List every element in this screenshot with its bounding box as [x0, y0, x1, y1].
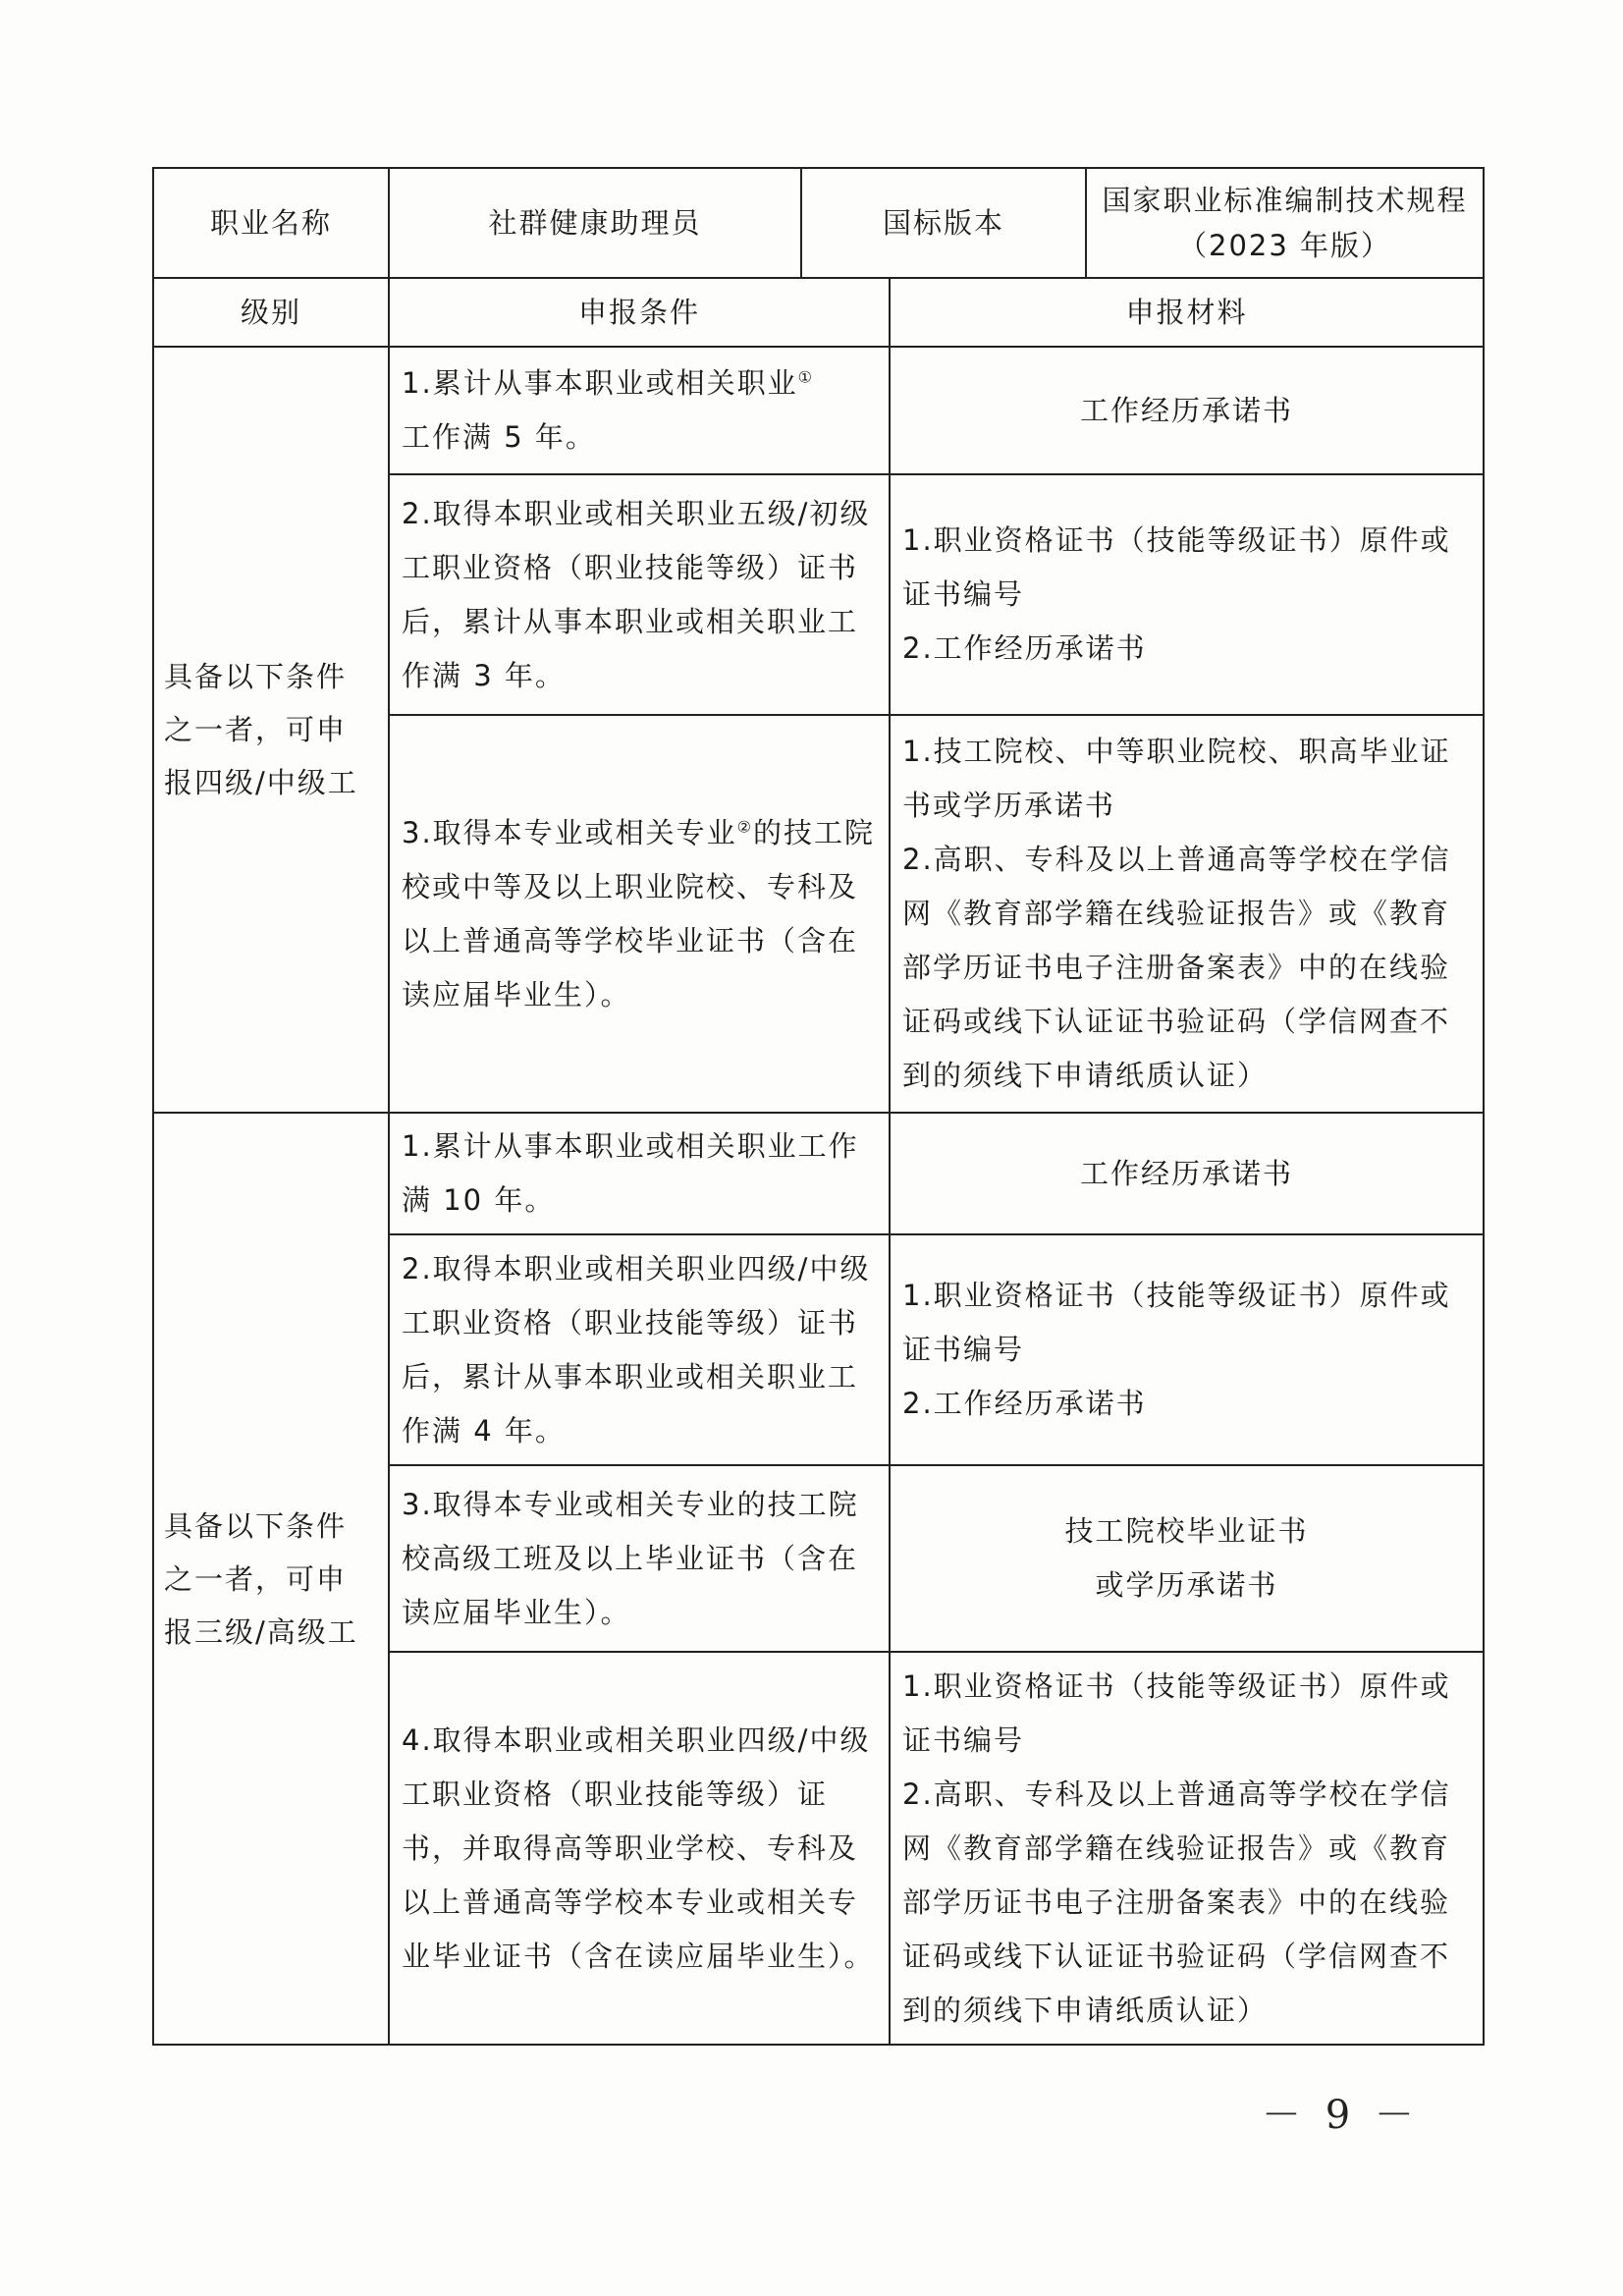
condition-cell: [389, 715, 890, 1113]
material-text: 或学历承诺书: [1095, 1568, 1278, 1602]
page-number: － 9 －: [1262, 2093, 1420, 2138]
standard-version-value: [1086, 168, 1484, 278]
level-text-line: 之一者，可申: [164, 713, 348, 746]
condition-text: 的技工院校或中等及以上职业院校、专科及以上普通高等学校毕业证书（含在读应届毕业生）。: [402, 815, 876, 1011]
materials-column-header: 申报材料: [890, 278, 1484, 347]
level-text-line: 报三级/高级工: [164, 1614, 358, 1649]
material-text: 工作经历承诺书: [1080, 1156, 1294, 1190]
level-cell-3: [153, 1113, 389, 2045]
level-column-header: 级别: [153, 278, 389, 347]
material-cell: [890, 347, 1484, 474]
material-cell: [890, 1652, 1484, 2045]
standard-version-label: 国标版本: [801, 168, 1086, 278]
footnote-mark: ①: [797, 367, 815, 387]
level-cell-4: [153, 347, 389, 1113]
footnote-mark: ②: [736, 816, 754, 836]
material-text: 技工院校毕业证书: [1064, 1514, 1309, 1548]
occupation-name-value: 社群健康助理员: [389, 168, 801, 278]
standard-version-line1: 国家职业标准编制技术规程: [1102, 184, 1468, 217]
material-text: 1.职业资格证书（技能等级证书）原件或证书编号: [902, 1668, 1451, 1757]
material-text: 2.高职、专科及以上普通高等学校在学信网《教育部学籍在线验证报告》或《教育部学历证书电子注册备案表》中的在线验证码或线下认证证书验证码（学信网查不到的须线下申请纸质认证）: [902, 1777, 1451, 2027]
level-text-line: 具备以下条件: [164, 660, 348, 693]
material-text: 1.职业资格证书（技能等级证书）原件或证书编号: [902, 1279, 1451, 1366]
condition-cell: 3.取得本专业或相关专业的技工院校高级工班及以上毕业证书（含在读应届毕业生）。: [389, 1465, 890, 1652]
table-row: [153, 1113, 1484, 1234]
level-text-line: 具备以下条件: [164, 1508, 348, 1543]
header-row: [153, 168, 1484, 278]
condition-cell: 1.累计从事本职业或相关职业工作满 10 年。: [389, 1113, 890, 1234]
table-row: [153, 347, 1484, 474]
condition-cell: 4.取得本职业或相关职业四级/中级工职业资格（职业技能等级）证书，并取得高等职业学校、专科及以上普通高等学校本专业或相关专业毕业证书（含在读应届毕业生）。: [389, 1652, 890, 2045]
condition-cell: 2.取得本职业或相关职业五级/初级工职业资格（职业技能等级）证书后，累计从事本职业或相关职业工作满 3 年。: [389, 474, 890, 715]
material-cell: [890, 474, 1484, 715]
material-text: 2.工作经历承诺书: [902, 1387, 1147, 1420]
material-text: 1.职业资格证书（技能等级证书）原件或证书编号: [902, 523, 1451, 611]
material-cell: [890, 1113, 1484, 1234]
material-text: 1.技工院校、中等职业院校、职高毕业证书或学历承诺书: [902, 735, 1451, 822]
material-text: 2.高职、专科及以上普通高等学校在学信网《教育部学籍在线验证报告》或《教育部学历证书电子注册备案表》中的在线验证码或线下认证证书验证码（学信网查不到的须线下申请纸质认证）: [902, 843, 1451, 1092]
material-text: 2.工作经历承诺书: [902, 631, 1147, 665]
material-cell: [890, 715, 1484, 1113]
material-cell: [890, 1465, 1484, 1652]
occupation-name-label: 职业名称: [153, 168, 389, 278]
standard-version-line2: （2023 年版）: [1178, 229, 1392, 262]
level-text-line: 之一者，可申: [164, 1561, 348, 1596]
conditions-column-header: 申报条件: [389, 278, 890, 347]
condition-cell: [389, 347, 890, 474]
material-cell: [890, 1234, 1484, 1465]
level-text-line: 报四级/中级工: [164, 766, 358, 799]
column-header-row: [153, 278, 1484, 347]
qualification-table: [152, 167, 1485, 2046]
condition-text: 3.取得本专业或相关专业: [402, 815, 737, 849]
material-text: 工作经历承诺书: [1080, 393, 1294, 427]
condition-text: 工作满 5 年。: [402, 420, 596, 454]
condition-text: 1.累计从事本职业或相关职业: [402, 366, 798, 400]
condition-cell: 2.取得本职业或相关职业四级/中级工职业资格（职业技能等级）证书后，累计从事本职业或相关职业工作满 4 年。: [389, 1234, 890, 1465]
